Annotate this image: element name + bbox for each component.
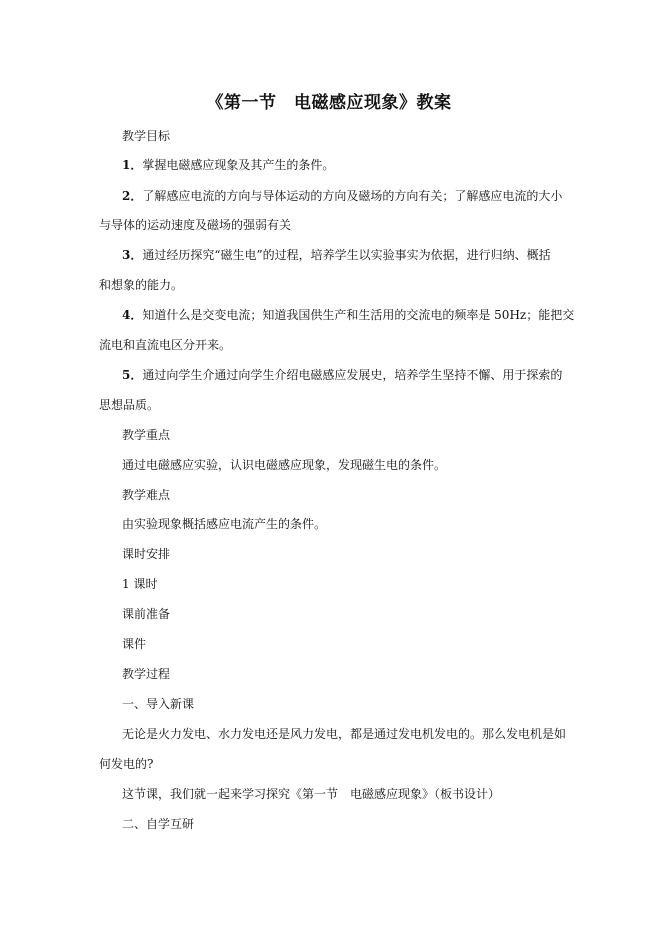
process-part-2: 二、自学互研 [122,817,195,831]
goal-text: 通过经历探究“磁生电”的过程，培养学生以实验事实为依据，进行归纳、概括 [142,248,551,262]
process-part-1: 一、导入新课 [122,697,195,711]
goals-heading: 教学目标 [122,129,171,143]
goal-item-2 [122,188,562,204]
process-heading: 教学过程 [122,667,171,681]
goal-item-4-continued: 流电和直流电区分开来。 [99,338,232,352]
goal-text: 通过向学生介通过向学生介绍电磁感应发展史，培养学生坚持不懈、用于探索的 [142,368,563,382]
schedule-heading: 课时安排 [122,547,171,561]
goal-item-3-continued: 和想象的能力。 [99,278,184,292]
goal-number: 4． [122,308,143,322]
intro-paragraph-2: 这节课，我们就一起来学习探究《第一节 电磁感应现象》（板书设计） [122,787,501,801]
goal-item-1 [122,157,334,173]
intro-paragraph: 无论是火力发电、水力发电还是风力发电，都是通过发电机发电的。那么发电机是如 [122,727,567,741]
prep-text: 课件 [122,637,147,651]
schedule-text: 1 课时 [122,577,158,591]
difficulty-heading: 教学难点 [122,488,171,502]
goal-text: 掌握电磁感应现象及其产生的条件。 [142,158,335,172]
prep-heading: 课前准备 [122,607,171,621]
goal-text: 知道什么是交变电流；知道我国供生产和生活用的交流电的频率是 50Hz；能把交 [142,308,575,322]
goal-item-4 [122,307,574,323]
goal-item-5-continued: 思想品质。 [99,398,160,412]
key-points-text: 通过电磁感应实验，认识电磁感应现象，发现磁生电的条件。 [122,458,447,472]
intro-paragraph-continued: 何发电的? [99,757,154,771]
page-title: 《第一节 电磁感应现象》教案 [206,93,452,113]
goal-number: 1． [122,158,143,172]
goal-item-2-continued: 与导体的运动速度及磁场的强弱有关 [99,218,292,232]
goal-item-3 [122,247,551,263]
goal-item-5 [122,367,562,383]
goal-number: 2． [122,189,143,203]
goal-number: 3． [122,248,143,262]
key-points-heading: 教学重点 [122,428,171,442]
difficulty-text: 由实验现象概括感应电流产生的条件。 [122,517,327,531]
goal-number: 5． [122,368,143,382]
goal-text: 了解感应电流的方向与导体运动的方向及磁场的方向有关；了解感应电流的大小 [142,189,563,203]
